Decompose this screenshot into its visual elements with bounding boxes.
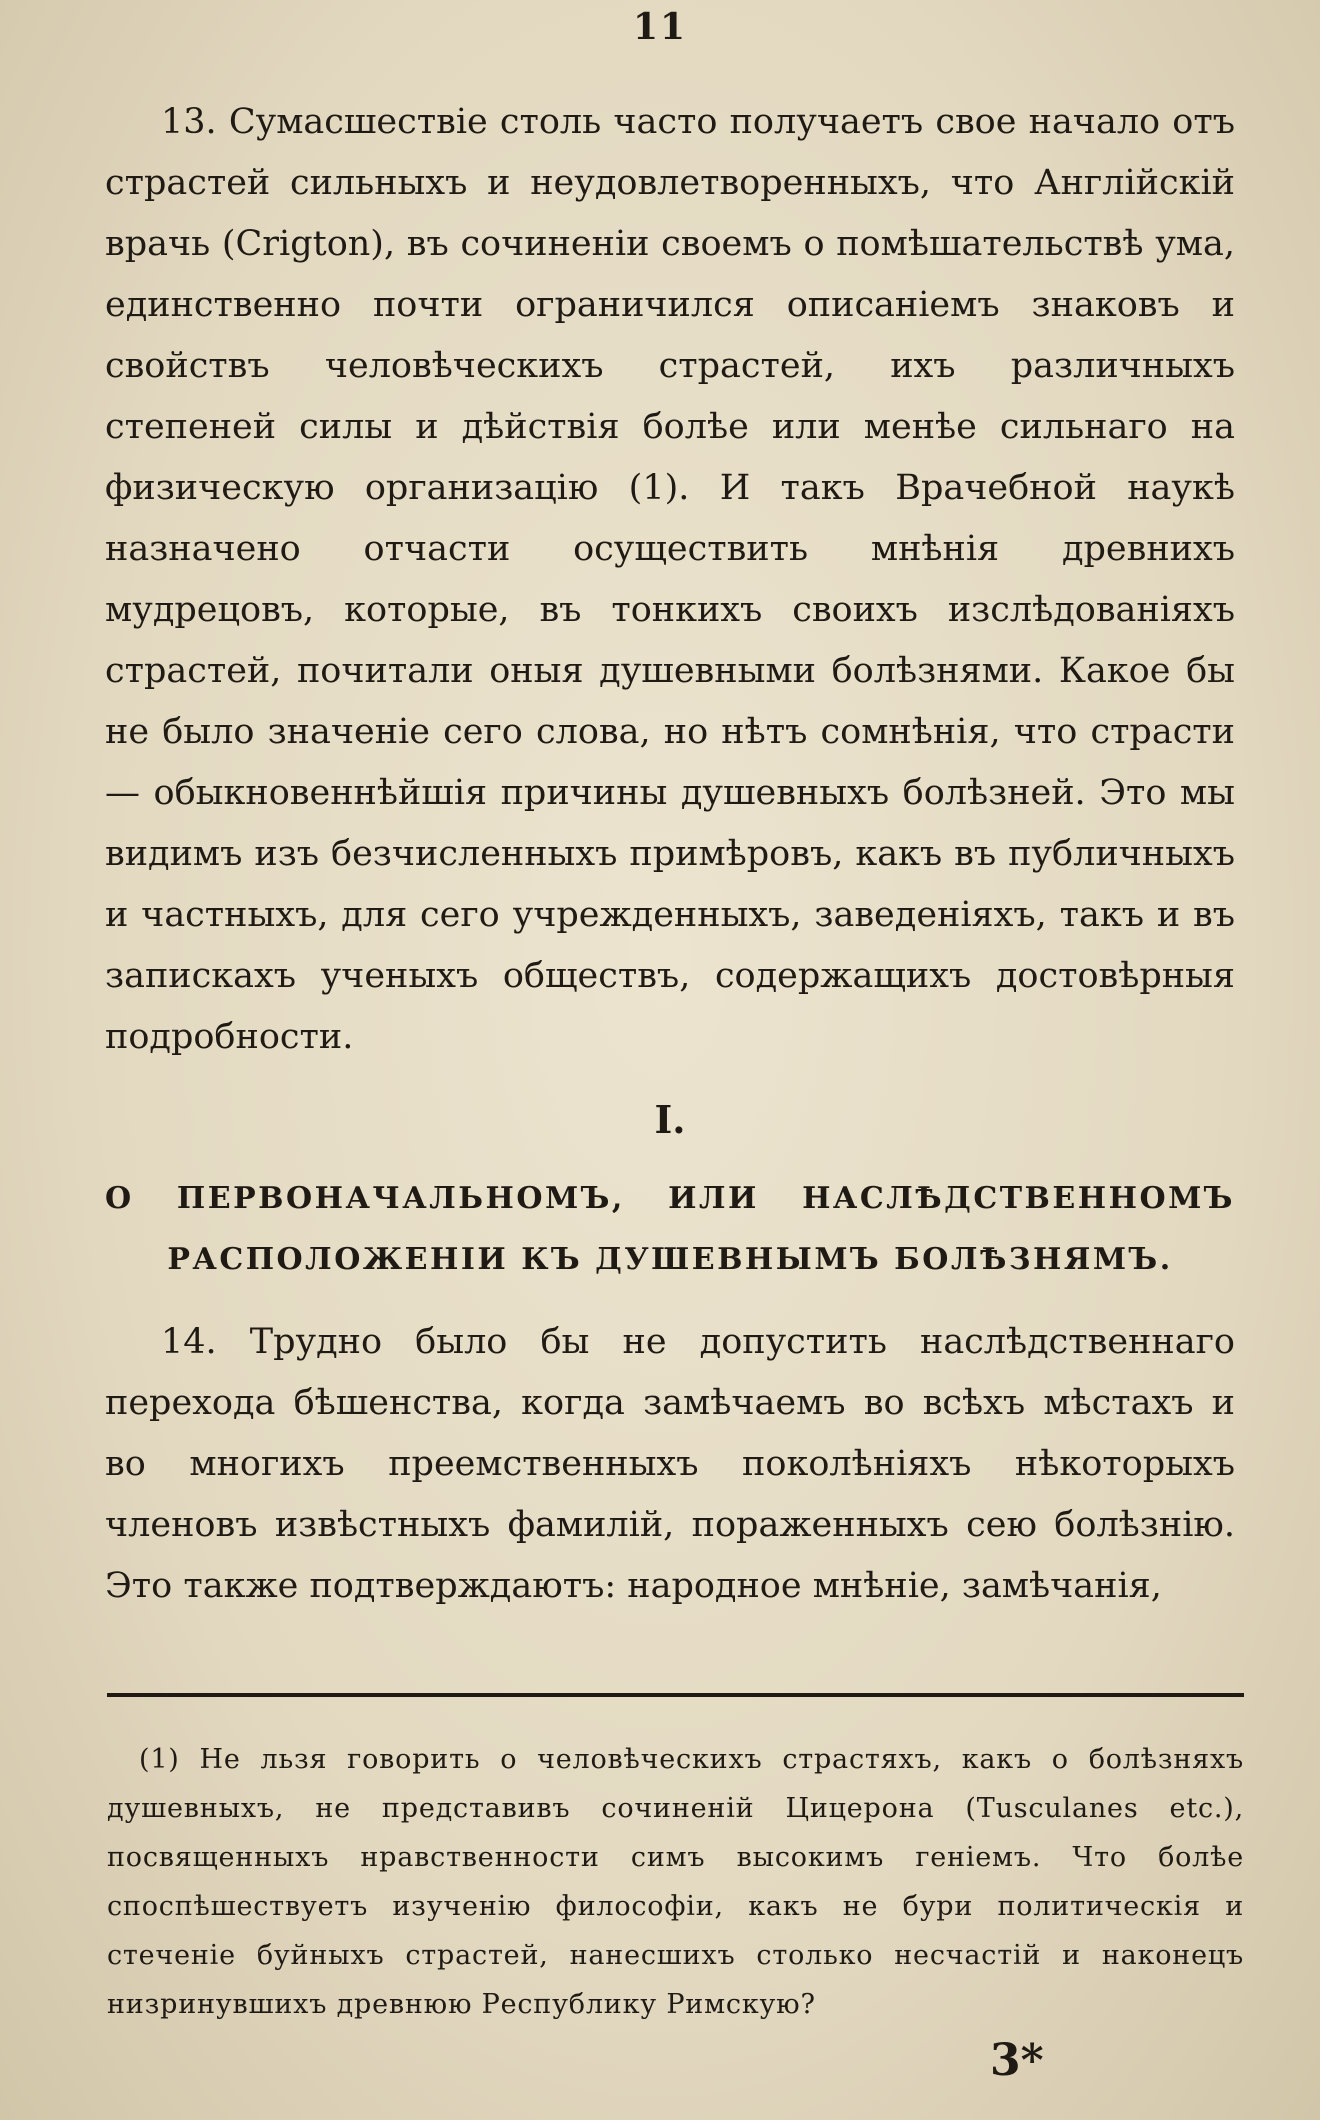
paragraph-14: 14. Трудно было бы не допустить наслѣдственнаго перехода бѣшенства, когда замѣчаемъ во всѣхъ мѣстахъ и во многихъ преемственныхъ поколѣніяхъ нѣкоторыхъ членовъ извѣстныхъ фамилій, пораженныхъ сею болѣзнію. Это также подтверждаютъ: народное мнѣніе, замѣчанія, xyxy=(105,1322,1235,1606)
section-numeral: I. xyxy=(654,1097,686,1142)
paragraph-13: 13. Сумасшествіе столь часто получаетъ свое начало отъ страстей сильныхъ и неудовлетворенныхъ, что Англійскій врачь (Crigton), въ сочиненіи своемъ о помѣшательствѣ ума, единственно почти ограничился описаніемъ знаковъ и свойствъ человѣческихъ страстей, ихъ различныхъ степеней силы и дѣйствія болѣе или менѣе сильнаго на физическую организацію (1). И такъ Врачебной наукѣ назначено отчасти осуществить мнѣнія древнихъ мудрецовъ, которые, въ тонкихъ своихъ изслѣдованіяхъ страстей, почитали оныя душевными болѣзнями. Какое бы не было значеніе сего слова, но нѣтъ сомнѣнія, что страсти — обыкновеннѣйшія причины душевныхъ болѣзней. Это мы видимъ изъ безчисленныхъ примѣровъ, какъ въ публичныхъ и частныхъ, для сего учрежденныхъ, заведеніяхъ, такъ и въ запискахъ ученыхъ обществъ, содержащихъ достовѣрныя подробности. xyxy=(105,102,1235,1057)
printer-signature-mark: 3* xyxy=(990,2035,1044,2086)
footnote-1: (1) Не льзя говорить о человѣческихъ страстяхъ, какъ о болѣзняхъ душевныхъ, не представивъ сочиненій Цицерона (Tusculanes etc.), посвященныхъ нравственности симъ высокимъ геніемъ. Что болѣе споспѣшествуетъ изученію философіи, какъ не бури политическія и стеченіе буйныхъ страстей, нанесшихъ столько несчастій и наконецъ низринувшихъ древнюю Республику Римскую? xyxy=(107,1744,1244,2020)
section-heading: О ПЕРВОНАЧАЛЬНОМЪ, ИЛИ НАСЛѢДСТВЕННОМЪ РАСПОЛОЖЕНІИ КЪ ДУШЕВНЫМЪ БОЛѢЗНЯМЪ. xyxy=(105,1181,1235,1277)
page-number: 11 xyxy=(632,6,688,48)
footnote-divider xyxy=(107,1693,1244,1697)
main-text-block xyxy=(105,92,1235,1617)
